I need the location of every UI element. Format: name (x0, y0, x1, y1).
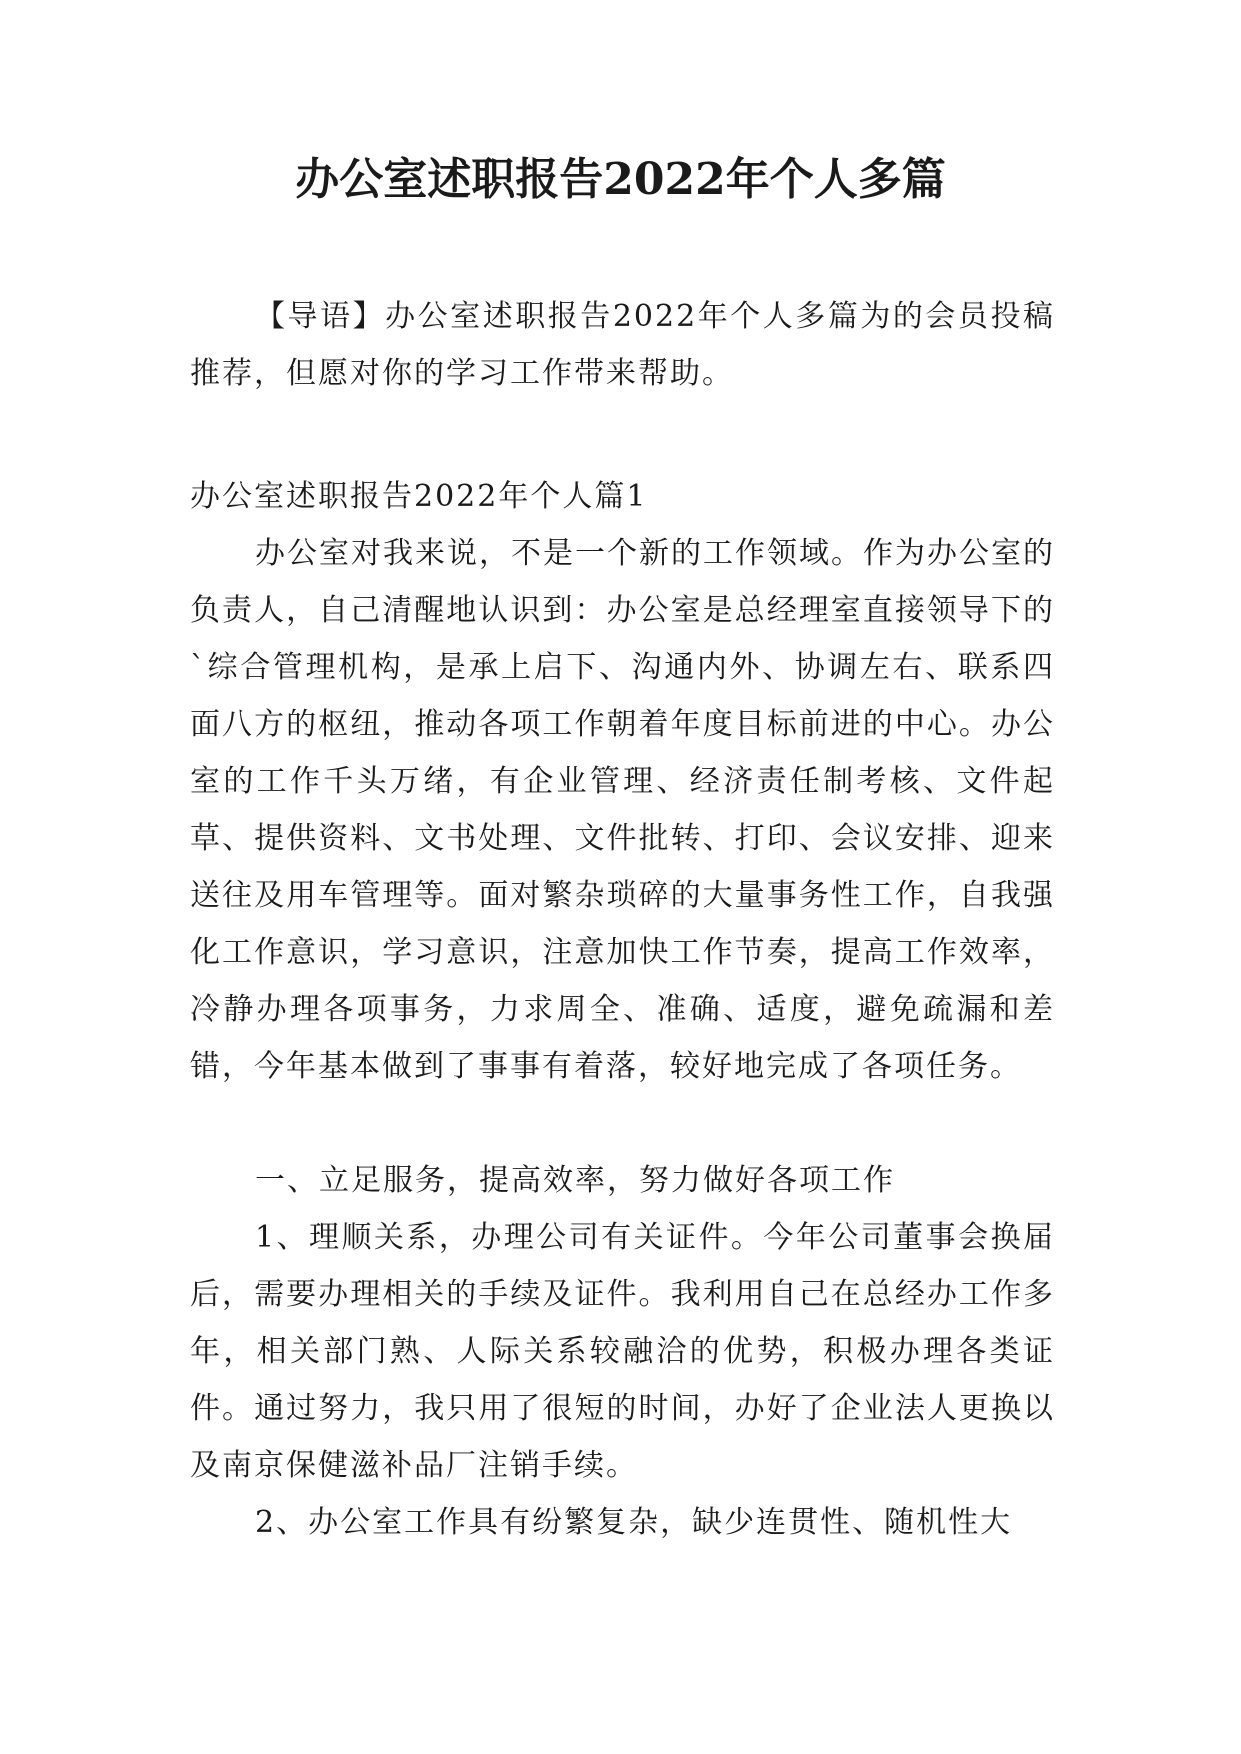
document-title: 办公室述职报告2022年个人多篇 (295, 154, 946, 205)
body-paragraph-2: 1、理顺关系，办理公司有关证件。今年公司董事会换届后，需要办理相关的手续及证件。我利用自己在总经办工作多年，相关部门熟、人际关系较融洽的优势，积极办理各类证件。通过努力，我只用了很短的时间，办好了企业法人更换以及南京保健滋补品厂注销手续。 (190, 1220, 1055, 1483)
section-heading: 办公室述职报告2022年个人篇1 (190, 479, 648, 514)
intro-paragraph: 【导语】办公室述职报告2022年个人多篇为的会员投稿推荐，但愿对你的学习工作带来帮助。 (190, 299, 1055, 391)
body-paragraph-3: 2、办公室工作具有纷繁复杂，缺少连贯性、随机性大 (255, 1505, 1013, 1540)
body-paragraph-1: 办公室对我来说，不是一个新的工作领域。作为办公室的负责人，自己清醒地认识到：办公室是总经理室直接领导下的`综合管理机构，是承上启下、沟通内外、协调左右、联系四面八方的枢纽，推动各项工作朝着年度目标前进的中心。办公室的工作千头万绪，有企业管理、经济责任制考核、文件起草、提供资料、文书处理、文件批转、打印、会议安排、迎来送往及用车管理等。面对繁杂琐碎的大量事务性工作，自我强化工作意识，学习意识，注意加快工作节奏，提高工作效率，冷静办理各项事务，力求周全、准确、适度，避免疏漏和差错，今年基本做到了事事有着落，较好地完成了各项任务。 (190, 536, 1055, 1084)
subheading-1: 一、立足服务，提高效率，努力做好各项工作 (255, 1163, 895, 1198)
